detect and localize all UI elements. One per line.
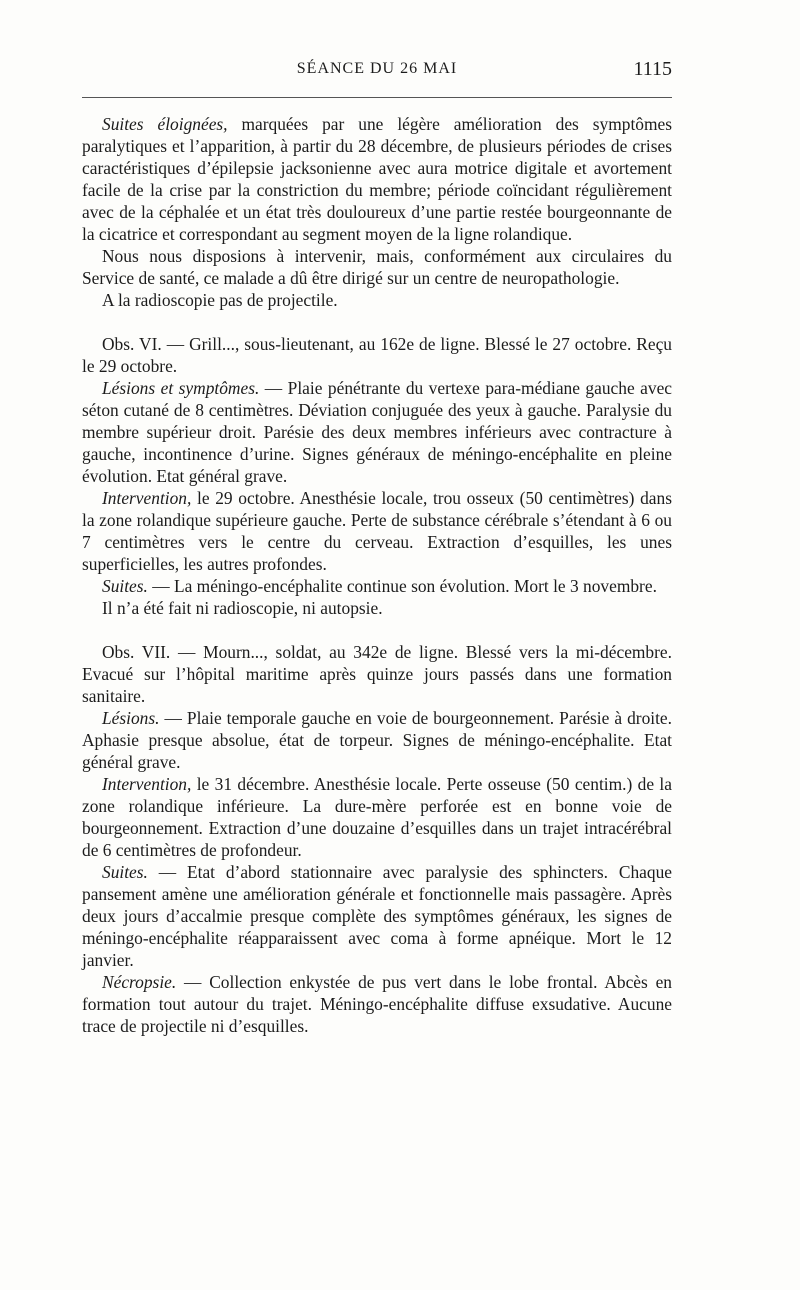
- paragraph-intervention-plan: Nous nous disposions à intervenir, mais, conformément aux circulaires du Service de santé, ce malade a dû être dirigé sur un centre de neuropathologie.: [82, 246, 672, 288]
- paragraph-text: le 29 octobre. Anesthésie locale, trou osseux (50 centimètres) dans la zone rolandique supérieure gauche. Perte de substance cérébrale s’étendant à 6 ou 7 centimètres vers le centre du cerveau. Extraction d’esquilles, les unes superficielles, les autres profondes.: [82, 488, 672, 574]
- paragraph-lead: Lésions et symptômes.: [102, 378, 260, 398]
- obs7-intervention: [82, 773, 672, 861]
- running-title: SÉANCE DU 26 MAI: [296, 60, 458, 77]
- obs7-lesions: [82, 707, 672, 773]
- paragraph-text: — Etat d’abord stationnaire avec paralysie des sphincters. Chaque pansement amène une amélioration générale et fonctionnelle mais passagère. Après deux jours d’accalmie presque complète des symptômes généraux, les signes de méningo-encéphalite réapparaissent avec coma à forme apnéique. Mort le 12 janvier.: [82, 862, 672, 970]
- obs7-necropsie: [82, 971, 672, 1037]
- running-head: [82, 58, 672, 86]
- paragraph-lead: Lésions.: [102, 708, 160, 728]
- header-rule: [82, 97, 672, 98]
- paragraph-text: le 31 décembre. Anesthésie locale. Perte osseuse (50 centim.) de la zone rolandique inférieure. La dure-mère perforée est en bonne voie de bourgeonnement. Extraction d’une douzaine d’esquilles dans un trajet intracérébral de 6 centimètres de profondeur.: [82, 774, 672, 860]
- page-body: [82, 113, 672, 1037]
- paragraph-lead: Intervention,: [102, 774, 192, 794]
- paragraph-text: — Plaie temporale gauche en voie de bourgeonnement. Parésie à droite. Aphasie presque absolue, état de torpeur. Signes de méningo-encéphalite. Etat général grave.: [82, 708, 672, 772]
- obs6-lesions: [82, 377, 672, 487]
- paragraph-text: — La méningo-encéphalite continue son évolution. Mort le 3 novembre.: [147, 576, 657, 596]
- obs6-note: Il n’a été fait ni radioscopie, ni autopsie.: [102, 598, 383, 618]
- page-number: 1115: [633, 58, 672, 80]
- obs6-suites: [82, 575, 672, 597]
- obs7-heading: Obs. VII. — Mourn..., soldat, au 342e de ligne. Blessé vers la mi-décembre. Evacué sur l’hôpital maritime après quinze jours passés dans une formation sanitaire.: [82, 642, 672, 706]
- paragraph-lead: Suites éloignées,: [102, 114, 228, 134]
- obs6-heading: Obs. VI. — Grill..., sous-lieutenant, au 162e de ligne. Blessé le 27 octobre. Reçu le 29 octobre.: [82, 334, 672, 376]
- paragraph-text: marquées par une légère amélioration des symptômes paralytiques et l’apparition, à partir du 28 décembre, de plusieurs périodes de crises caractéristiques d’épilepsie jacksonienne avec aura motrice digitale et avortement facile de la crise par la constriction du membre; période coïncidant régulièrement avec de la céphalée et un état très douloureux d’une partie restée bourgeonnante de la cicatrice et correspondant au segment moyen de la ligne rolandique.: [82, 114, 672, 244]
- paragraph-lead: Intervention,: [102, 488, 192, 508]
- obs6-intervention: [82, 487, 672, 575]
- obs7-suites: [82, 861, 672, 971]
- section-gap: [82, 311, 672, 333]
- paragraph-lead: Suites.: [102, 862, 148, 882]
- section-gap: [82, 619, 672, 641]
- paragraph-text: — Collection enkystée de pus vert dans le lobe frontal. Abcès en formation tout autour du trajet. Méningo-encéphalite diffuse exsudative. Aucune trace de projectile ni d’esquilles.: [82, 972, 672, 1036]
- paragraph-suites-eloignees: [82, 113, 672, 245]
- paragraph-text: — Plaie pénétrante du vertexe para-médiane gauche avec séton cutané de 8 centimètres. Déviation conjuguée des yeux à gauche. Paralysie du membre supérieur droit. Parésie des deux membres inférieurs avec contracture à gauche, incontinence d’urine. Signes généraux de méningo-encéphalite en pleine évolution. Etat général grave.: [82, 378, 673, 486]
- paragraph-lead: Nécropsie.: [102, 972, 177, 992]
- paragraph-radioscopie: A la radioscopie pas de projectile.: [102, 290, 338, 310]
- paragraph-lead: Suites.: [102, 576, 148, 596]
